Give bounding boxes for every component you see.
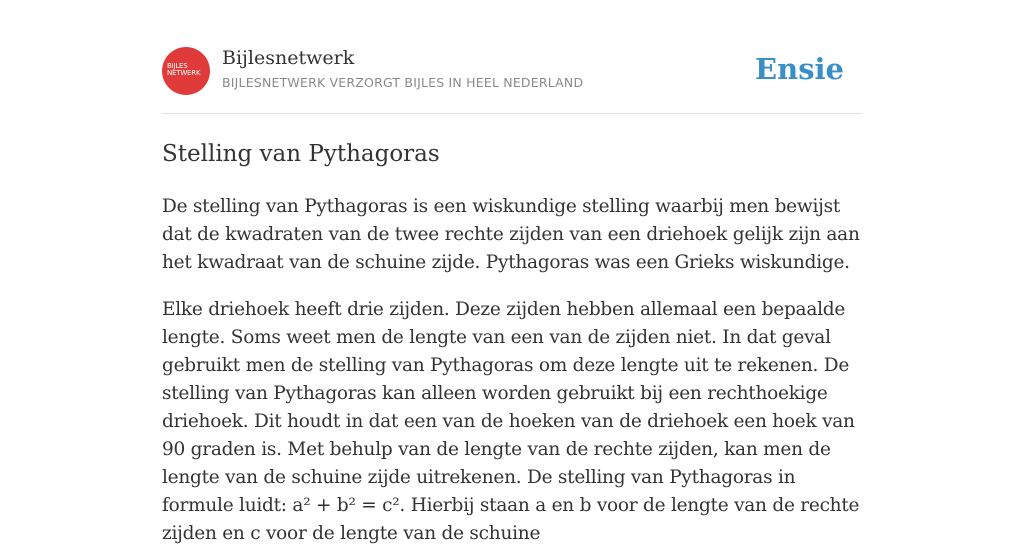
logo-text-line1: BIJLES: [167, 62, 188, 70]
article-paragraph-2: Elke driehoek heeft drie zijden. Deze zijden hebben allemaal een bepaalde lengte. Soms weet men de lengte van een van de zijden niet. In dat geval gebruikt men de stelling van Pythagoras om deze lengte uit te rekenen. De stelling van Pythagoras kan alleen worden gebruikt bij een rechthoekige driehoek. Dit houdt in dat een van de hoeken van de driehoek een hoek van 90 graden is. Met behulp van de lengte van de rechte zijden, kan men de lengte van de schuine zijde uitrekenen. De stelling van Pythagoras in formule luidt: a² + b² = c². Hierbij staan a en b voor de lengte van de rechte zijden en c voor de lengte van de schuine: [162, 299, 860, 544]
article-title: Stelling van Pythagoras: [162, 141, 440, 167]
author-tagline: BIJLESNETWERK VERZORGT BIJLES IN HEEL NEDERLAND: [222, 75, 584, 90]
page: [162, 0, 862, 548]
author-header: [162, 0, 862, 114]
logo-text-line2: NETWERK: [167, 69, 201, 77]
ensie-logo[interactable]: Ensie: [755, 52, 844, 86]
bijlesnetwerk-logo[interactable]: [162, 47, 210, 95]
article-paragraph-1: De stelling van Pythagoras is een wiskundige stelling waarbij men bewijst dat de kwadraten van de twee rechte zijden van een driehoek gelijk zijn aan het kwadraat van de schuine zijde. Pythagoras was een Grieks wiskundige.: [162, 196, 860, 273]
author-name[interactable]: Bijlesnetwerk: [222, 47, 355, 69]
